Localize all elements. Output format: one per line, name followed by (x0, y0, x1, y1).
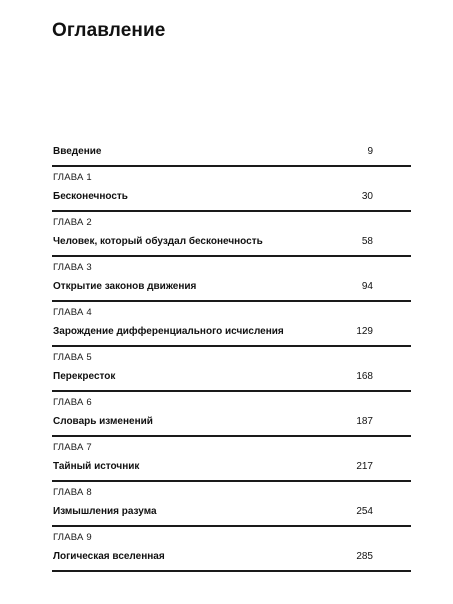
page-number: 30 (361, 191, 373, 202)
entry-title: Человек, который обуздал бесконечность (53, 236, 263, 247)
toc-entry-chapter-2[interactable] (52, 212, 411, 257)
page-number: 187 (356, 416, 373, 427)
page-number: 9 (367, 146, 373, 157)
entry-title: Тайный источник (53, 461, 140, 472)
page-number: 285 (356, 551, 373, 562)
page-number: 94 (361, 281, 373, 292)
toc-entry-chapter-4[interactable] (52, 302, 411, 347)
chapter-label: ГЛАВА 6 (53, 397, 92, 408)
toc-entry-chapter-9[interactable] (52, 527, 411, 572)
page-number: 254 (356, 506, 373, 517)
entry-title: Бесконечность (53, 191, 128, 202)
entry-title: Измышления разума (53, 506, 157, 517)
toc-entry-chapter-5[interactable] (52, 347, 411, 392)
page-title: Оглавление (52, 20, 166, 41)
toc-entry-chapter-7[interactable] (52, 437, 411, 482)
chapter-label: ГЛАВА 1 (53, 172, 92, 183)
toc-entry-chapter-6[interactable] (52, 392, 411, 437)
toc-entry-chapter-8[interactable] (52, 482, 411, 527)
entry-title: Зарождение дифференциального исчисления (53, 326, 284, 337)
chapter-label: ГЛАВА 9 (53, 532, 92, 543)
entry-title: Словарь изменений (53, 416, 153, 427)
page-number: 129 (356, 326, 373, 337)
entry-title: Введение (53, 146, 102, 157)
entry-title: Логическая вселенная (53, 551, 165, 562)
chapter-label: ГЛАВА 7 (53, 442, 92, 453)
toc-entry-chapter-3[interactable] (52, 257, 411, 302)
chapter-label: ГЛАВА 4 (53, 307, 92, 318)
entry-title: Открытие законов движения (53, 281, 197, 292)
toc-entry-introduction[interactable] (52, 122, 411, 167)
chapter-label: ГЛАВА 2 (53, 217, 92, 228)
entry-title: Перекресток (53, 371, 116, 382)
page-number: 168 (356, 371, 373, 382)
chapter-label: ГЛАВА 5 (53, 352, 92, 363)
chapter-label: ГЛАВА 3 (53, 262, 92, 273)
page-number: 217 (356, 461, 373, 472)
toc-entry-chapter-1[interactable] (52, 167, 411, 212)
chapter-label: ГЛАВА 8 (53, 487, 92, 498)
page-number: 58 (361, 236, 373, 247)
